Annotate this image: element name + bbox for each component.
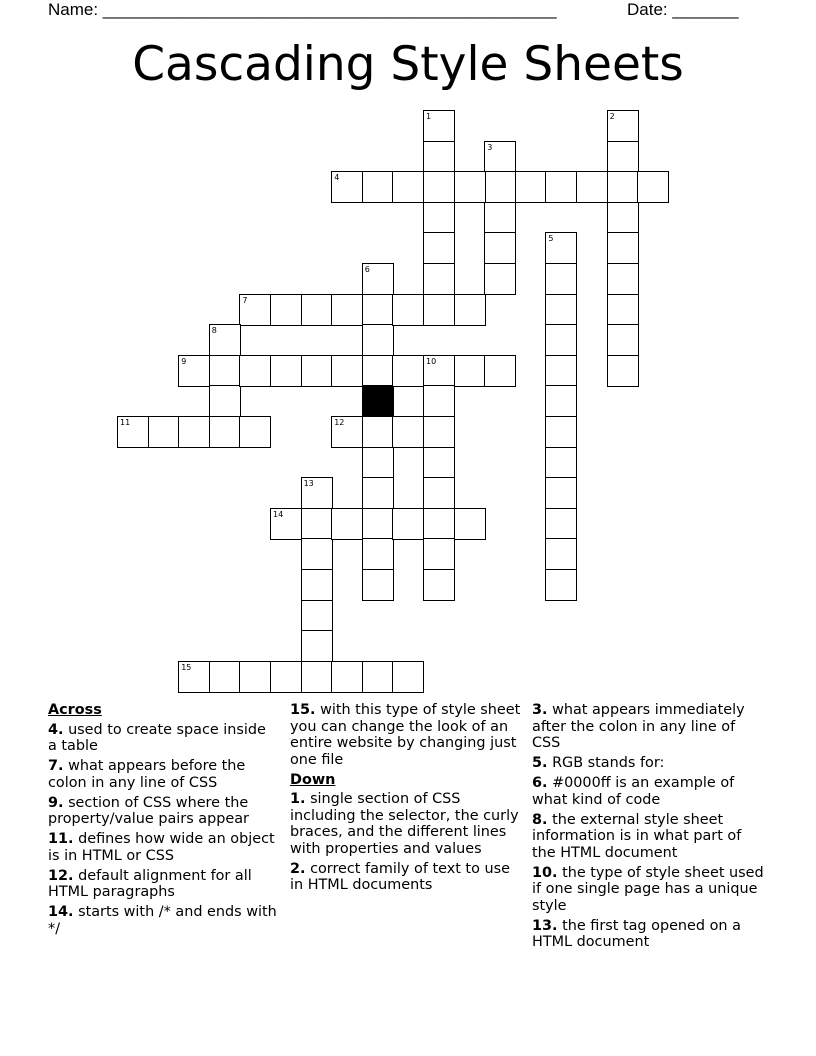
grid-cell[interactable] (545, 385, 577, 417)
grid-cell[interactable] (545, 447, 577, 479)
grid-cell[interactable] (392, 661, 424, 693)
grid-cell[interactable] (239, 355, 271, 387)
grid-cell[interactable] (209, 355, 241, 387)
grid-cell[interactable] (209, 324, 241, 356)
grid-cell[interactable] (301, 630, 333, 662)
grid-cell[interactable] (239, 416, 271, 448)
grid-cell[interactable] (423, 141, 455, 173)
grid-cell[interactable] (545, 508, 577, 540)
grid-cell[interactable] (239, 661, 271, 693)
grid-cell[interactable] (607, 355, 639, 387)
cell-number: 15 (181, 662, 192, 672)
grid-cell[interactable] (362, 569, 394, 601)
grid-cell[interactable] (270, 294, 302, 326)
grid-block (362, 385, 394, 417)
grid-cell[interactable] (545, 477, 577, 509)
grid-cell[interactable] (209, 416, 241, 448)
grid-cell[interactable] (301, 569, 333, 601)
grid-cell[interactable] (392, 508, 424, 540)
grid-cell[interactable] (392, 171, 424, 203)
grid-cell[interactable] (423, 202, 455, 234)
grid-cell[interactable] (607, 202, 639, 234)
grid-cell[interactable] (423, 171, 455, 203)
grid-cell[interactable] (331, 171, 363, 203)
grid-cell[interactable] (209, 385, 241, 417)
grid-cell[interactable] (270, 355, 302, 387)
clue-down-13: 13. the first tag opened on a HTML document (532, 917, 741, 950)
grid-cell[interactable] (331, 294, 363, 326)
grid-cell[interactable] (117, 416, 149, 448)
clue-down-8: 8. the external style sheet information is in what part of the HTML document (532, 811, 742, 861)
grid-cell[interactable] (423, 477, 455, 509)
grid-cell[interactable] (607, 263, 639, 295)
clue-across-14: 14. starts with /* and ends with */ (48, 904, 277, 937)
clue-across-11: 11. defines how wide an object is in HTML or CSS (48, 831, 275, 864)
grid-cell[interactable] (209, 661, 241, 693)
grid-cell[interactable] (301, 294, 333, 326)
grid-cell[interactable] (545, 324, 577, 356)
grid-cell[interactable] (423, 385, 455, 417)
cell-number: 9 (181, 356, 187, 366)
grid-cell[interactable] (545, 263, 577, 295)
grid-cell[interactable] (423, 416, 455, 448)
clues-column-3 (532, 702, 768, 954)
grid-cell[interactable] (362, 477, 394, 509)
grid-cell[interactable] (362, 416, 394, 448)
clue-across-4: 4. used to create space inside a table (48, 721, 266, 754)
grid-cell[interactable] (423, 508, 455, 540)
grid-cell[interactable] (423, 569, 455, 601)
grid-cell[interactable] (362, 661, 394, 693)
grid-cell[interactable] (484, 232, 516, 264)
grid-cell[interactable] (545, 232, 577, 264)
cell-number: 1 (426, 112, 432, 121)
grid-cell[interactable] (607, 324, 639, 356)
grid-cell[interactable] (637, 171, 669, 203)
grid-cell[interactable] (423, 355, 455, 387)
grid-cell[interactable] (362, 171, 394, 203)
grid-cell[interactable] (545, 355, 577, 387)
cell-number: 2 (609, 112, 615, 121)
cell-number: 7 (242, 295, 248, 305)
clue-across-15: 15. with this type of style sheet you can change the look of an entire website by changing just one file (290, 702, 521, 768)
grid-cell[interactable] (301, 477, 333, 509)
grid-cell[interactable] (392, 294, 424, 326)
grid-cell[interactable] (454, 508, 486, 540)
clue-down-1: 1. single section of CSS including the selector, the curly braces, and the different lines with properties and values (290, 791, 519, 857)
clues-column-2 (290, 702, 524, 897)
cell-number: 6 (364, 265, 370, 274)
grid-cell[interactable] (423, 263, 455, 295)
grid-cell[interactable] (607, 171, 639, 203)
cell-number: 5 (548, 234, 554, 244)
grid-cell[interactable] (423, 447, 455, 479)
grid-cell[interactable] (178, 661, 210, 693)
grid-cell[interactable] (454, 171, 486, 203)
grid-cell[interactable] (362, 294, 394, 326)
clues-column-1 (48, 702, 278, 941)
grid-cell[interactable] (423, 294, 455, 326)
grid-cell[interactable] (454, 355, 486, 387)
grid-cell[interactable] (270, 508, 302, 540)
cell-number: 14 (273, 509, 284, 519)
grid-cell[interactable] (607, 110, 639, 142)
grid-cell[interactable] (331, 355, 363, 387)
grid-cell[interactable] (484, 355, 516, 387)
grid-cell[interactable] (148, 416, 180, 448)
grid-cell[interactable] (545, 171, 577, 203)
cell-number: 8 (211, 326, 217, 336)
clue-across-9: 9. section of CSS where the property/value pairs appear (48, 794, 249, 827)
grid-cell[interactable] (545, 569, 577, 601)
grid-cell[interactable] (301, 508, 333, 540)
grid-cell[interactable] (392, 355, 424, 387)
grid-cell[interactable] (392, 416, 424, 448)
grid-cell[interactable] (484, 263, 516, 295)
down-heading: Down (290, 771, 336, 788)
grid-cell[interactable] (484, 171, 516, 203)
grid-cell[interactable] (515, 171, 547, 203)
cell-number: 3 (487, 142, 493, 152)
grid-cell[interactable] (301, 661, 333, 693)
cell-number: 10 (426, 356, 437, 366)
clue-down-2: 2. correct family of text to use in HTML documents (290, 860, 510, 893)
grid-cell[interactable] (484, 141, 516, 173)
grid-cell[interactable] (331, 661, 363, 693)
grid-cell[interactable] (301, 538, 333, 570)
grid-cell[interactable] (239, 294, 271, 326)
clue-across-7: 7. what appears before the colon in any line of CSS (48, 758, 246, 791)
across-heading: Across (48, 702, 102, 718)
grid-cell[interactable] (607, 141, 639, 173)
clue-down-5: 5. RGB stands for: (532, 755, 665, 771)
grid-cell[interactable] (270, 661, 302, 693)
grid-cell[interactable] (545, 294, 577, 326)
cell-number: 11 (120, 418, 131, 427)
page-title: Cascading Style Sheets (132, 37, 684, 92)
grid-cell[interactable] (545, 538, 577, 570)
grid-cell[interactable] (545, 416, 577, 448)
cell-number: 12 (334, 418, 345, 427)
date-field[interactable]: Date: _______ (627, 0, 739, 19)
grid-cell[interactable] (178, 355, 210, 387)
grid-cell[interactable] (362, 355, 394, 387)
cell-number: 4 (334, 173, 340, 183)
grid-cell[interactable] (362, 538, 394, 570)
grid-cell[interactable] (301, 355, 333, 387)
grid-cell[interactable] (607, 294, 639, 326)
clue-down-6: 6. #0000ff is an example of what kind of code (532, 775, 735, 808)
grid-cell[interactable] (484, 202, 516, 234)
name-field[interactable]: Name: ________________________________________________ (48, 0, 557, 19)
clue-across-12: 12. default alignment for all HTML paragraphs (48, 867, 252, 900)
grid-cell[interactable] (362, 447, 394, 479)
grid-cell[interactable] (301, 600, 333, 632)
grid-cell[interactable] (607, 232, 639, 264)
grid-cell[interactable] (423, 110, 455, 142)
grid-cell[interactable] (423, 538, 455, 570)
grid-cell[interactable] (331, 508, 363, 540)
grid-cell[interactable] (454, 294, 486, 326)
grid-cell[interactable] (178, 416, 210, 448)
grid-cell[interactable] (331, 416, 363, 448)
grid-cell[interactable] (362, 508, 394, 540)
grid-cell[interactable] (362, 324, 394, 356)
clue-down-3: 3. what appears immediately after the colon in any line of CSS (532, 702, 745, 751)
grid-cell[interactable] (423, 232, 455, 264)
clue-down-10: 10. the type of style sheet used if one single page has a unique style (532, 864, 764, 914)
cell-number: 13 (303, 479, 314, 489)
grid-cell[interactable] (576, 171, 608, 203)
grid-cell[interactable] (362, 263, 394, 295)
